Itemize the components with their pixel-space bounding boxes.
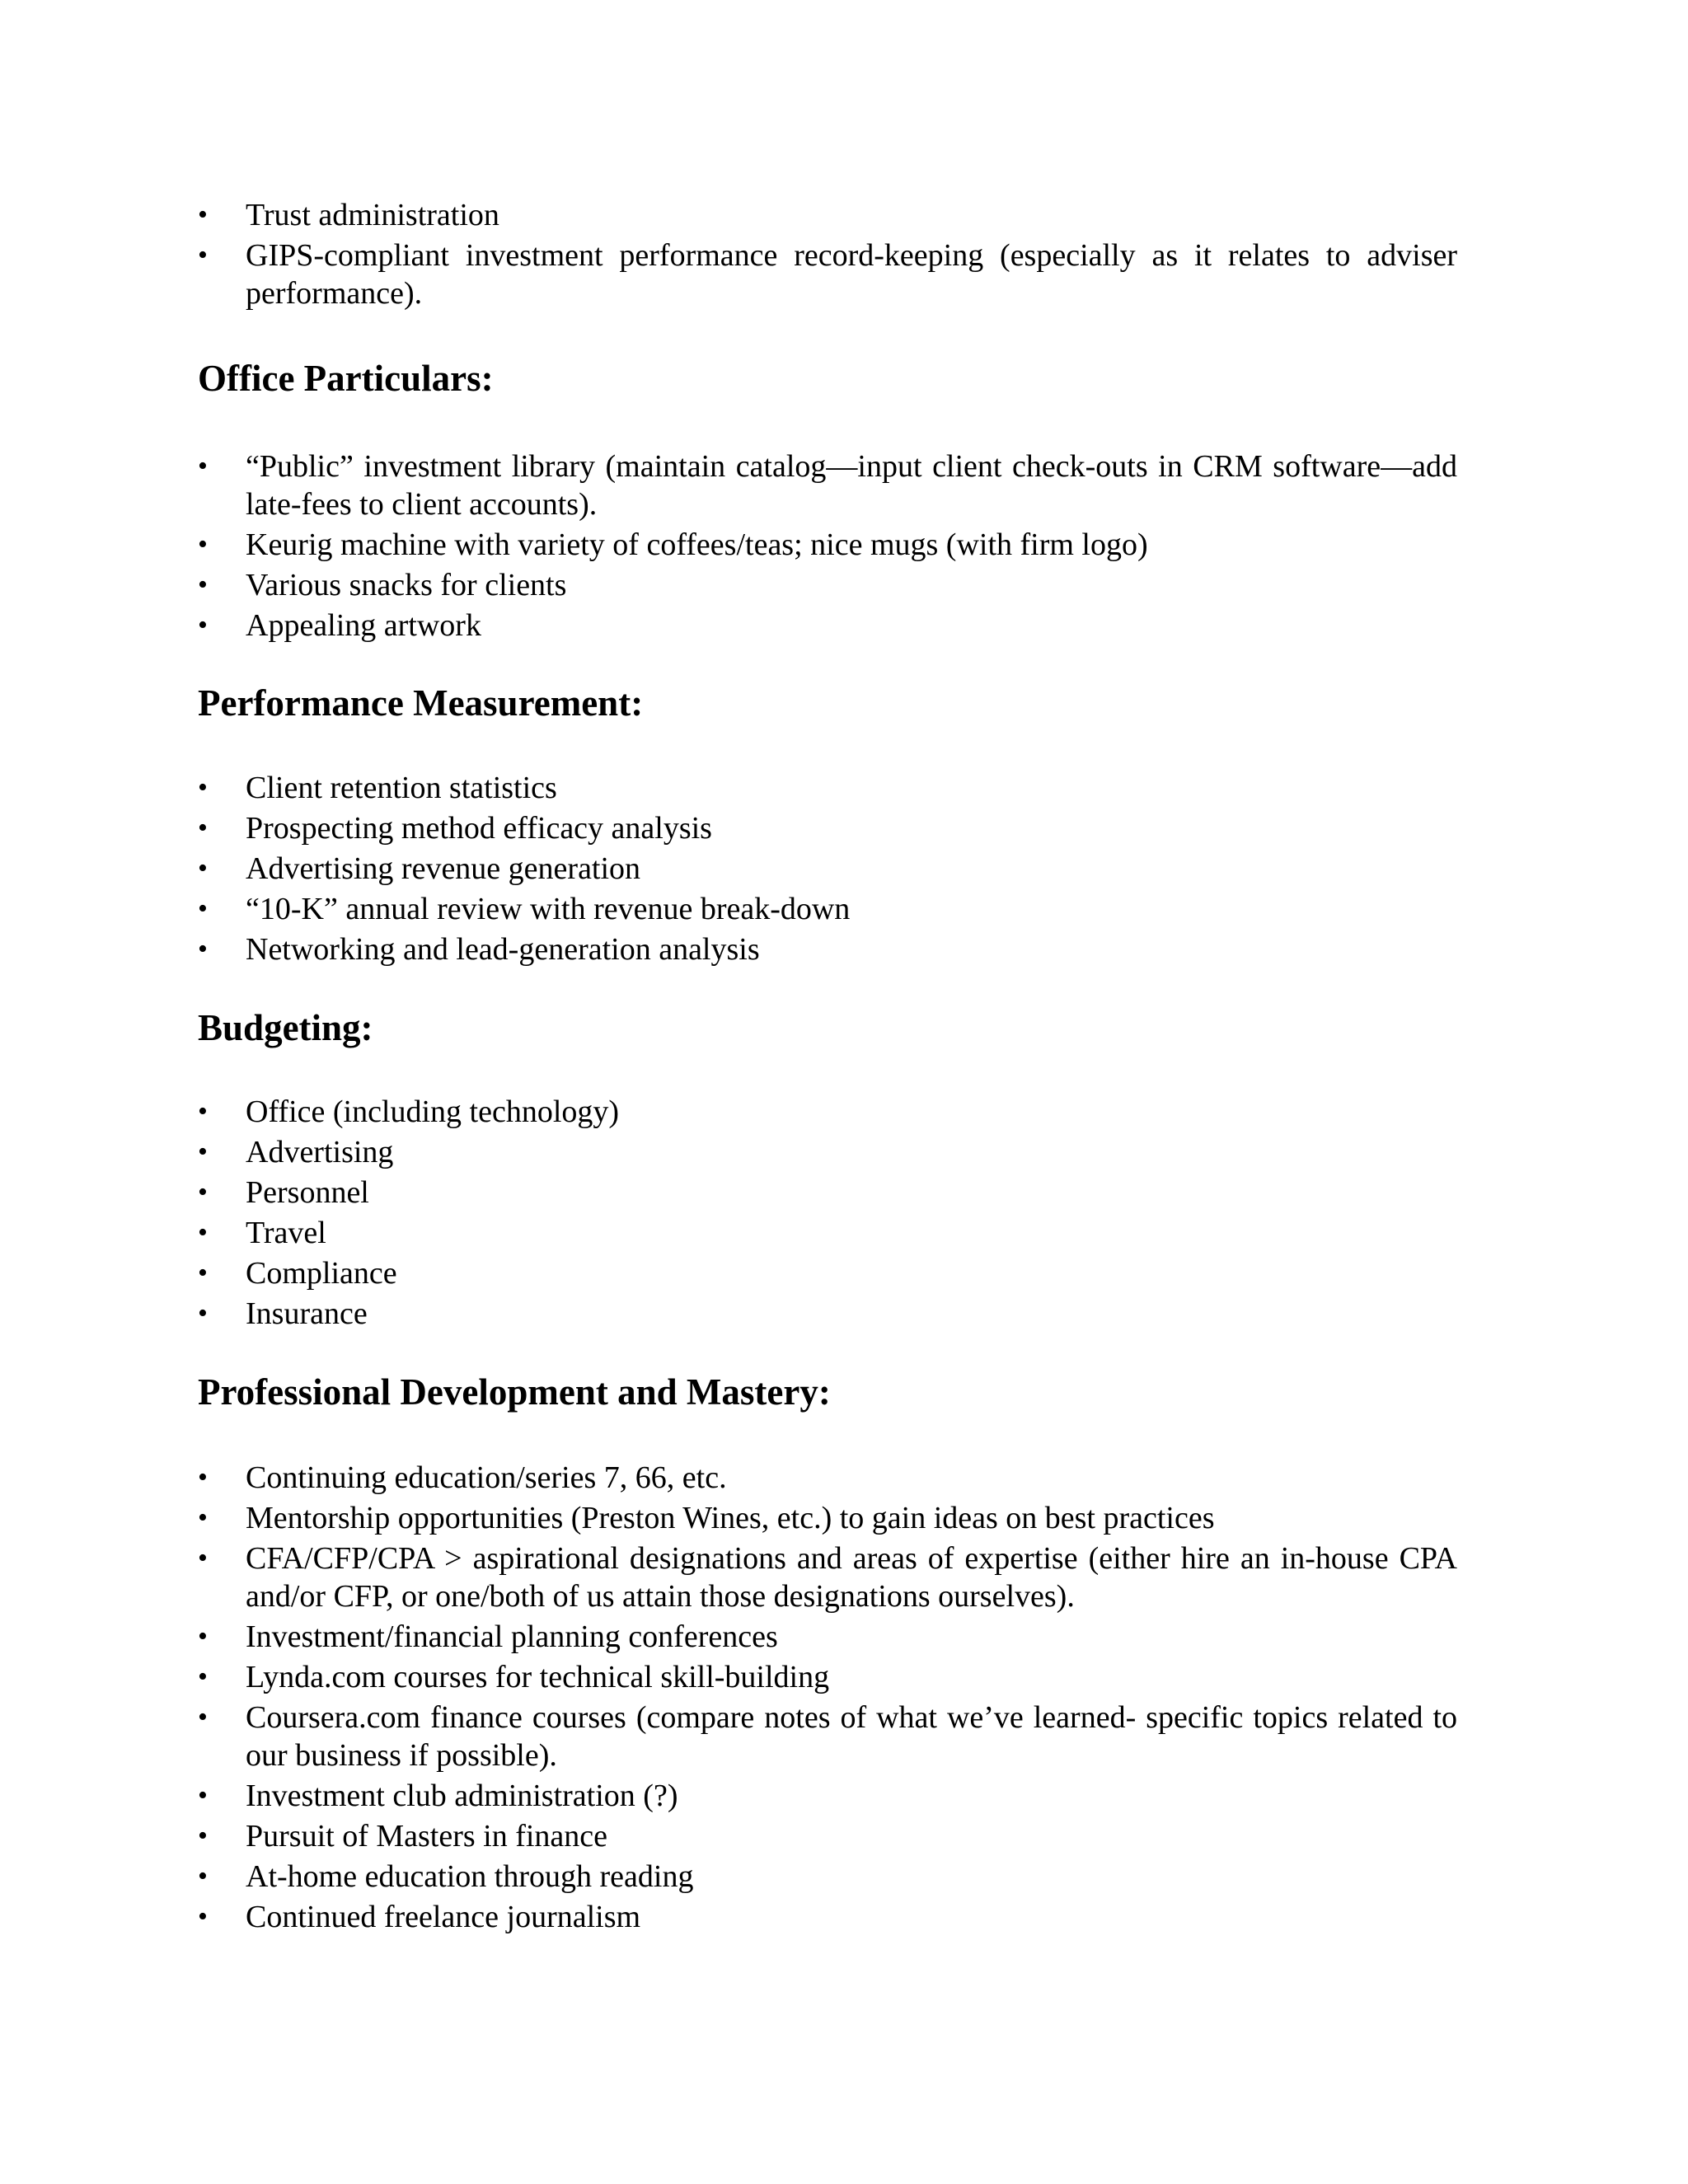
list-item-text: Office (including technology): [246, 1094, 620, 1129]
bullet-icon: •: [198, 1462, 208, 1493]
bullet-icon: •: [198, 610, 208, 640]
bullet-icon: •: [198, 569, 208, 600]
bullet-icon: •: [198, 1298, 208, 1329]
list-item: [0, 1858, 1688, 1896]
bullet-icon: •: [198, 813, 208, 843]
list-item: [0, 1133, 1688, 1171]
list-item-text: Keurig machine with variety of coffees/teas; nice mugs (with firm logo): [246, 527, 1148, 562]
list-item: [0, 196, 1688, 234]
list-item: [0, 1295, 1688, 1333]
section-heading-professional-development: Professional Development and Mastery:: [198, 1371, 831, 1413]
bullet-icon: •: [198, 1861, 208, 1891]
list-item-text: Networking and lead-generation analysis: [246, 932, 760, 967]
bullet-icon: •: [198, 199, 208, 230]
list-item: [0, 1459, 1688, 1497]
bullet-icon: •: [198, 1543, 208, 1573]
bullet-icon: •: [198, 1780, 208, 1811]
list-item-text: Coursera.com finance courses (compare notes of what we’ve learned- specific topics related to our business if possible).: [246, 1700, 1457, 1773]
list-item-text: Mentorship opportunities (Preston Wines, etc.) to gain ideas on best practices: [246, 1501, 1215, 1535]
list-item-text: Advertising revenue generation: [246, 851, 641, 886]
bullet-icon: •: [198, 1502, 208, 1533]
bullet-icon: •: [198, 451, 208, 481]
section-heading-performance-measurement: Performance Measurement:: [198, 682, 644, 724]
list-item-text: Personnel: [246, 1175, 369, 1210]
list-item: [0, 237, 1688, 312]
list-item-text: Trust administration: [246, 198, 499, 232]
list-item-text: Lynda.com courses for technical skill-building: [246, 1660, 830, 1694]
list-item-text: Investment/financial planning conferences: [246, 1619, 778, 1654]
bullet-icon: •: [198, 1821, 208, 1851]
list-item-text: Travel: [246, 1216, 326, 1250]
list-item: [0, 1540, 1688, 1615]
bullet-icon: •: [198, 1096, 208, 1127]
bullet-icon: •: [198, 1702, 208, 1732]
list-item: [0, 1254, 1688, 1292]
list-item: [0, 930, 1688, 968]
section-heading-office-particulars: Office Particulars:: [198, 358, 494, 399]
list-item-text: Various snacks for clients: [246, 568, 567, 602]
office-particulars-list: [0, 448, 1688, 647]
bullet-icon: •: [198, 1661, 208, 1692]
budgeting-list: [0, 1093, 1688, 1335]
list-item: [0, 526, 1688, 564]
bullet-icon: •: [198, 1621, 208, 1652]
bullet-icon: •: [198, 1177, 208, 1207]
list-item: [0, 1618, 1688, 1656]
bullet-icon: •: [198, 1901, 208, 1932]
list-item: [0, 1699, 1688, 1774]
list-item: [0, 1817, 1688, 1855]
list-item-text: Investment club administration (?): [246, 1779, 678, 1813]
list-item: [0, 809, 1688, 847]
list-item: [0, 890, 1688, 928]
list-item: [0, 566, 1688, 604]
bullet-icon: •: [198, 1258, 208, 1288]
list-item: [0, 1898, 1688, 1936]
list-item-text: “Public” investment library (maintain catalog—input client check-outs in CRM software—add late-fees to client accounts).: [246, 449, 1457, 522]
list-item: [0, 1658, 1688, 1696]
list-item: [0, 1777, 1688, 1815]
list-item: [0, 1499, 1688, 1537]
bullet-icon: •: [198, 853, 208, 883]
professional-development-list: [0, 1459, 1688, 1938]
bullet-icon: •: [198, 240, 208, 270]
section-heading-budgeting: Budgeting:: [198, 1007, 373, 1048]
list-item-text: Client retention statistics: [246, 771, 557, 805]
bullet-icon: •: [198, 893, 208, 924]
list-item-text: Insurance: [246, 1296, 368, 1331]
bullet-icon: •: [198, 934, 208, 964]
list-item-text: Advertising: [246, 1135, 394, 1169]
list-item-text: Continued freelance journalism: [246, 1900, 641, 1934]
list-item-text: Pursuit of Masters in finance: [246, 1819, 608, 1854]
list-item-text: CFA/CFP/CPA > aspirational designations and areas of expertise (either hire an in-house CPA and/or CFP, or one/both of us attain those designations ourselves).: [246, 1541, 1457, 1614]
list-item: [0, 1093, 1688, 1131]
list-item-text: At-home education through reading: [246, 1859, 694, 1894]
list-item-text: Continuing education/series 7, 66, etc.: [246, 1460, 727, 1495]
performance-measurement-list: [0, 769, 1688, 971]
bullet-icon: •: [198, 1217, 208, 1248]
list-item-text: GIPS-compliant investment performance record-keeping (especially as it relates to adviser performance).: [246, 238, 1457, 311]
list-item: [0, 607, 1688, 644]
continued-bullet-list: [0, 196, 1688, 315]
list-item-text: Appealing artwork: [246, 608, 481, 643]
bullet-icon: •: [198, 529, 208, 560]
bullet-icon: •: [198, 772, 208, 803]
bullet-icon: •: [198, 1137, 208, 1167]
list-item-text: “10-K” annual review with revenue break-down: [246, 892, 851, 926]
list-item: [0, 769, 1688, 807]
list-item-text: Compliance: [246, 1256, 397, 1291]
list-item: [0, 448, 1688, 523]
list-item: [0, 1174, 1688, 1212]
list-item-text: Prospecting method efficacy analysis: [246, 811, 712, 846]
list-item: [0, 850, 1688, 888]
list-item: [0, 1214, 1688, 1252]
